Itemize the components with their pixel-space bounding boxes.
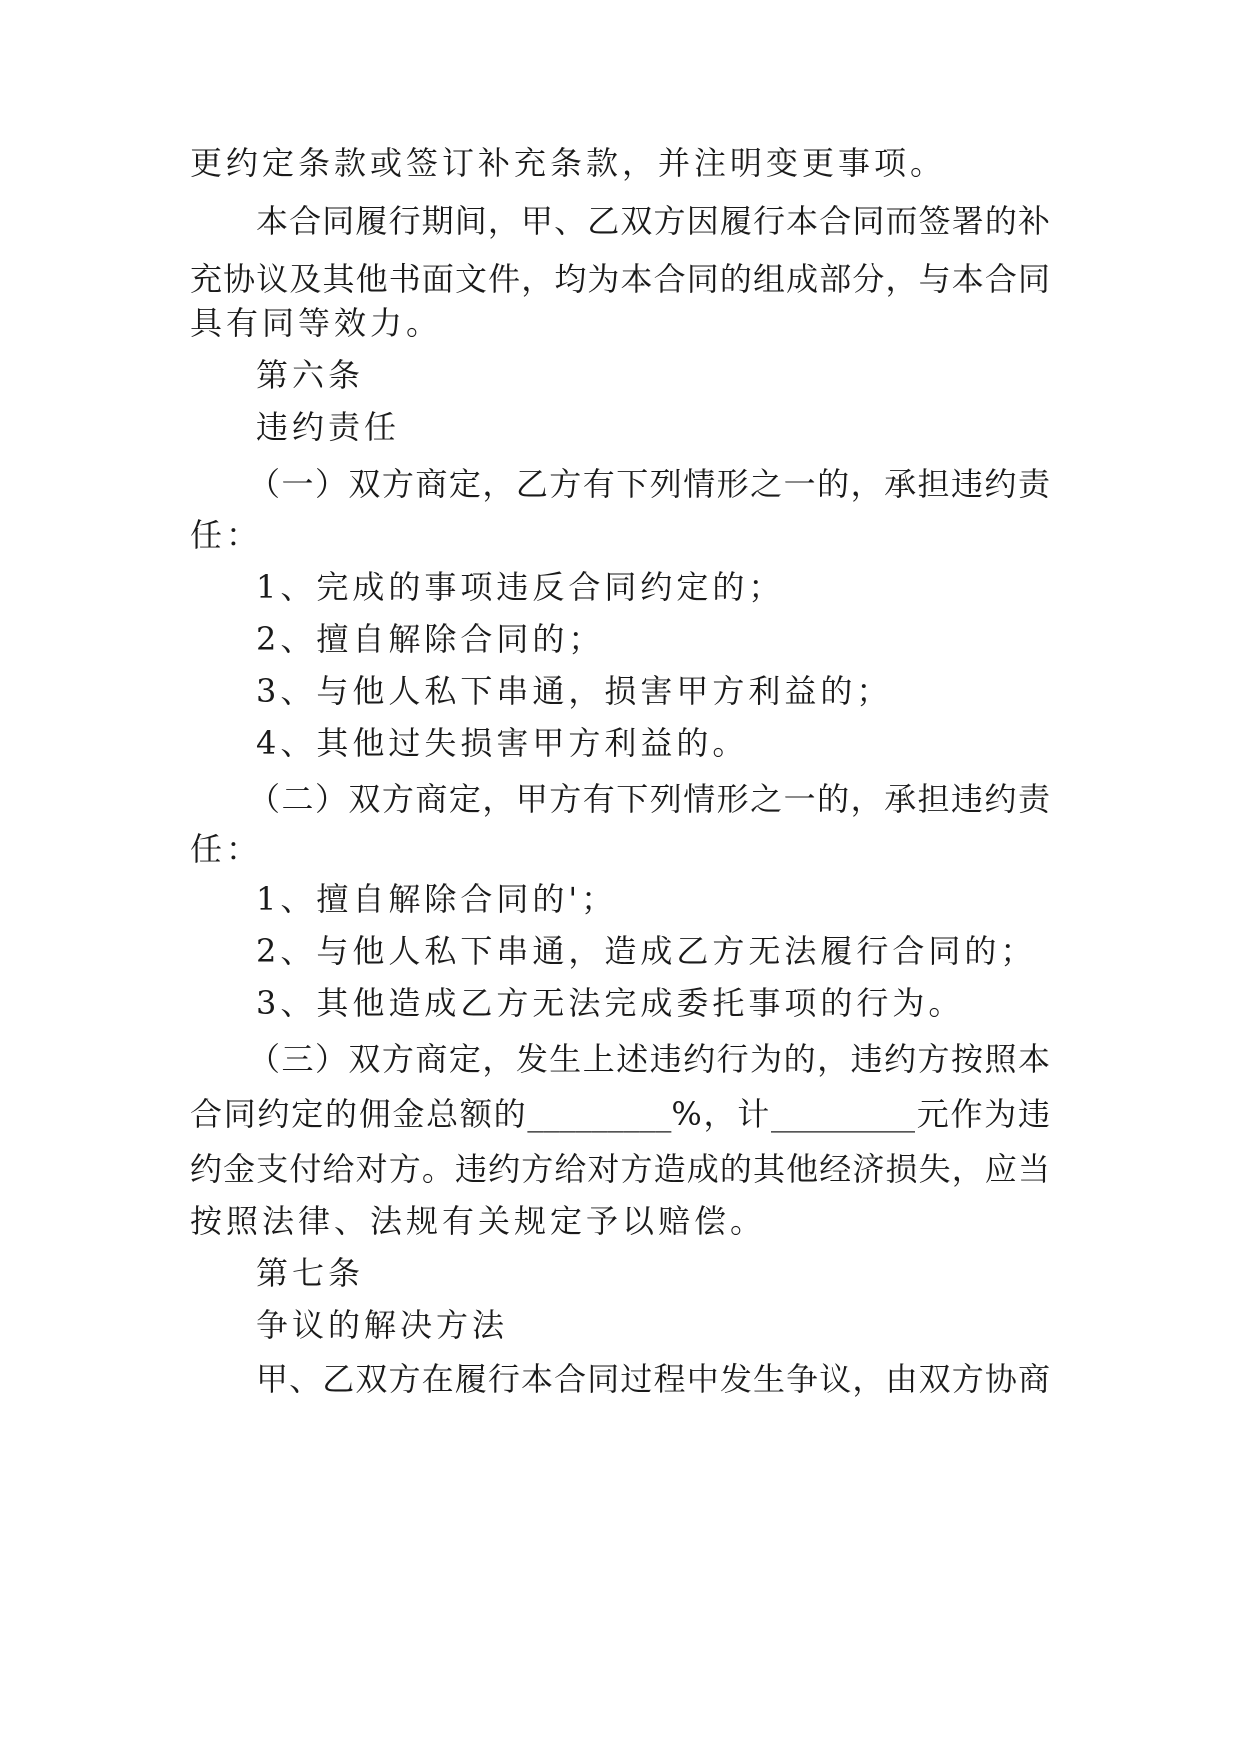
text-line: 任： — [190, 830, 263, 868]
text-line: 更约定条款或签订补充条款，并注明变更事项。 — [190, 144, 947, 182]
article-title: 争议的解决方法 — [256, 1306, 509, 1344]
text-line: 合同约定的佣金总额的_________%，计_________元作为违 — [190, 1095, 1050, 1133]
text-line: （一）双方商定，乙方有下列情形之一的，承担违约责 — [248, 465, 1050, 503]
article-number: 第六条 — [256, 356, 365, 394]
text-line: 任： — [190, 516, 263, 554]
text-line: 充协议及其他书面文件，均为本合同的组成部分，与本合同 — [190, 260, 1050, 298]
article-number: 第七条 — [256, 1254, 365, 1292]
list-item: 1、擅自解除合同的'； — [256, 880, 618, 918]
text-line: 甲、乙双方在履行本合同过程中发生争议，由双方协商 — [256, 1360, 1050, 1398]
list-item: 4、其他过失损害甲方利益的。 — [256, 724, 749, 762]
list-item: 2、擅自解除合同的； — [256, 620, 605, 658]
list-item: 3、其他造成乙方无法完成委托事项的行为。 — [256, 984, 965, 1022]
article-title: 违约责任 — [256, 408, 401, 446]
text-line: （三）双方商定，发生上述违约行为的，违约方按照本 — [248, 1040, 1050, 1078]
text-line: 按照法律、法规有关规定予以赔偿。 — [190, 1202, 767, 1240]
list-item: 3、与他人私下串通，损害甲方利益的； — [256, 672, 893, 710]
list-item: 1、完成的事项违反合同约定的； — [256, 568, 785, 606]
list-item: 2、与他人私下串通，造成乙方无法履行合同的； — [256, 932, 1037, 970]
text-line: 具有同等效力。 — [190, 304, 443, 342]
text-line: 约金支付给对方。违约方给对方造成的其他经济损失，应当 — [190, 1150, 1050, 1188]
text-line: 本合同履行期间，甲、乙双方因履行本合同而签署的补 — [256, 202, 1050, 240]
text-line: （二）双方商定，甲方有下列情形之一的，承担违约责 — [248, 780, 1050, 818]
